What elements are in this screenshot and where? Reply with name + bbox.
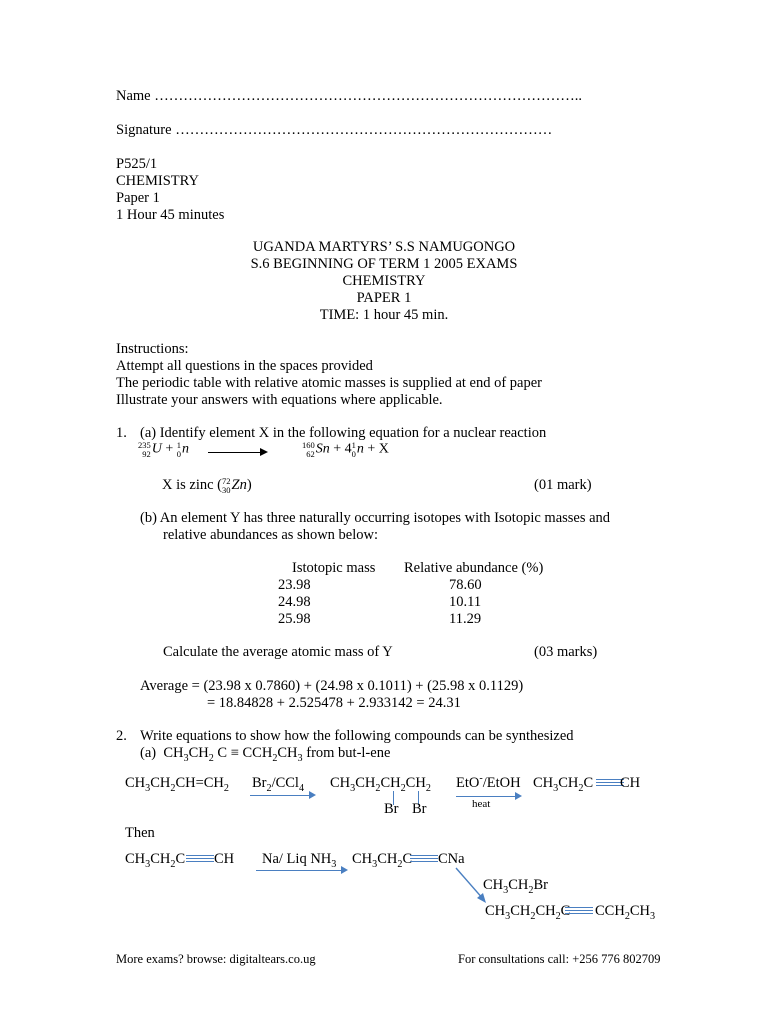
- instruction-line: Attempt all questions in the spaces provided: [116, 358, 373, 374]
- nuclear-equation-left: 235 92 U + 1 0 n: [138, 440, 190, 459]
- table-cell: 23.98: [278, 577, 311, 593]
- paper-code: P525/1: [116, 156, 158, 172]
- exam-time: TIME: 1 hour 45 min.: [319, 307, 449, 323]
- reagent-na: Na/ Liq $NH_3$: [262, 851, 337, 870]
- neutron-nuclide: 1 0 n: [351, 440, 364, 459]
- table-cell: 78.60: [449, 577, 482, 593]
- then-label: Then: [125, 825, 155, 841]
- q1-number: 1.: [116, 425, 127, 441]
- q2-number: 2.: [116, 728, 127, 744]
- paper-line: Paper 1: [116, 190, 160, 206]
- triple-bond: [410, 855, 438, 862]
- heat-label: heat: [472, 798, 491, 810]
- footer-left: More exams? browse: digitaltears.co.ug: [116, 952, 316, 966]
- zinc-nuclide: 72 30 Zn: [222, 476, 247, 495]
- reaction-arrow: [208, 452, 266, 453]
- average-line-2: = 18.84828 + 2.525478 + 2.933142 = 24.31: [207, 695, 461, 711]
- sodium-acetylide-cna: CNa: [438, 851, 465, 867]
- exam-title: S.6 BEGINNING OF TERM 1 2005 EXAMS: [250, 256, 518, 272]
- dibromo-product: $CH_3CH_2CH_2CH_2$: [330, 775, 431, 794]
- uranium-nuclide: 235 92 U: [138, 440, 162, 459]
- duration-line: 1 Hour 45 minutes: [116, 207, 225, 223]
- average-line-1: Average = (23.98 x 0.7860) + (24.98 x 0.1011) + (25.98 x 0.1129): [140, 678, 524, 694]
- table-header-abundance: Relative abundance (%): [404, 560, 544, 576]
- reagent-ethoxide: EtO-/EtOH: [456, 773, 521, 791]
- hexyne-right: $CCH_2CH_3$: [595, 903, 656, 922]
- tin-nuclide: 160 62 Sn: [302, 440, 330, 459]
- instruction-line: The periodic table with relative atomic masses is supplied at end of paper: [116, 375, 543, 391]
- q1b-text: (b) An element Y has three naturally occurring isotopes with Isotopic masses and: [140, 510, 611, 526]
- butyne-start: $CH_3CH_2C$: [125, 851, 186, 870]
- reaction-arrow: [456, 796, 520, 797]
- nuclear-equation-right: 160 62 Sn + 4 1 0 n + X: [302, 440, 389, 459]
- q1a-marks: (01 mark): [534, 477, 592, 493]
- sodium-acetylide: $CH_3CH_2C$: [352, 851, 413, 870]
- reaction-arrow: [250, 795, 314, 796]
- q1b-marks: (03 marks): [534, 644, 598, 660]
- butene-formula: $CH_3CH_2CH=CH_2$: [125, 775, 229, 794]
- hexyne-left: $CH_3CH_2CH_2C$: [485, 903, 571, 922]
- table-cell: 11.29: [449, 611, 482, 627]
- school-name: UGANDA MARTYRS’ S.S NAMUGONGO: [252, 239, 516, 255]
- butyne-formula: $CH_3CH_2C$: [533, 775, 594, 794]
- q1a-text: (a) Identify element X in the following equation for a nuclear reaction: [140, 425, 547, 441]
- signature-label: Signature: [116, 122, 172, 138]
- bromine-label: Br: [412, 801, 427, 817]
- name-dots: ……………………………………………………………………………..: [154, 88, 582, 104]
- q2a-text: (a) $CH_3CH_2$ $C \equiv CCH_2CH_3$ from but-l-ene: [140, 745, 391, 764]
- instructions-heading: Instructions:: [116, 341, 189, 357]
- butyne-ch: CH: [620, 775, 641, 791]
- table-cell: 10.11: [449, 594, 482, 610]
- ethyl-bromide: $CH_3CH_2Br$: [483, 877, 548, 896]
- signature-dots: ……………………………………………………………………: [175, 122, 553, 138]
- q2-text: Write equations to show how the following compounds can be synthesized: [140, 728, 574, 744]
- butyne-start-ch: CH: [214, 851, 235, 867]
- triple-bond: [186, 855, 214, 862]
- table-header-mass: Istotopic mass: [292, 560, 376, 576]
- table-cell: 25.98: [278, 611, 311, 627]
- q1b-calc-text: Calculate the average atomic mass of Y: [163, 644, 393, 660]
- reaction-arrow: [256, 870, 346, 871]
- bromine-label: Br: [384, 801, 399, 817]
- instruction-line: Illustrate your answers with equations where applicable.: [116, 392, 443, 408]
- signature-line: [116, 123, 552, 138]
- name-label: Name: [116, 88, 151, 104]
- triple-bond: [565, 907, 593, 914]
- neutron-nuclide: 1 0 n: [176, 440, 190, 459]
- q1a-answer: X is zinc ( 72 30 Zn): [162, 476, 252, 495]
- table-cell: 24.98: [278, 594, 311, 610]
- q1b-text-2: relative abundances as shown below:: [163, 527, 379, 543]
- name-line: [116, 89, 582, 104]
- subject-line: CHEMISTRY: [116, 173, 199, 189]
- reagent-br2: $Br_2/CCl_4$: [252, 775, 305, 794]
- exam-subject: CHEMISTRY: [342, 273, 426, 289]
- footer-right: For consultations call: +256 776 802709: [458, 952, 661, 966]
- exam-paper: PAPER 1: [356, 290, 412, 306]
